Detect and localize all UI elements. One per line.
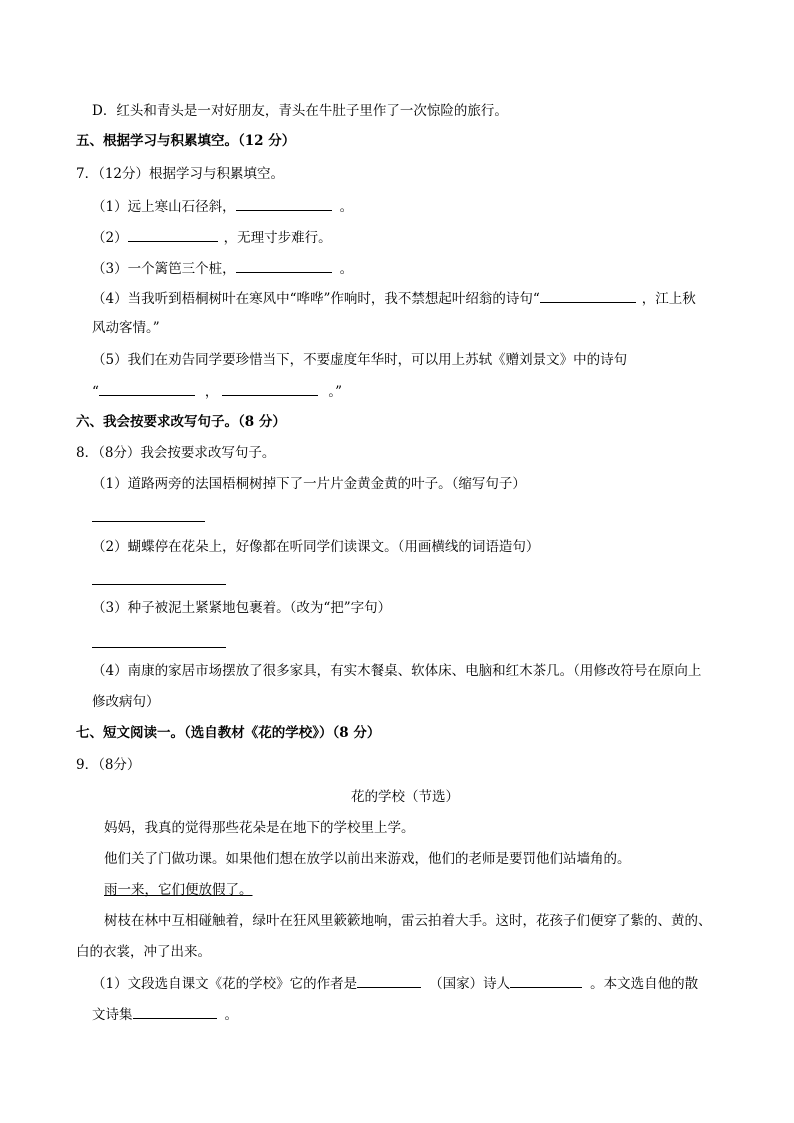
comma: ， [204,384,219,400]
question-8-stem: 8．（8分）我会按要求改写句子。 [76,445,276,461]
close-quote: 。” [328,384,343,400]
passage-title: 花的学校（节选） [351,789,459,805]
q7-item-3-end: 。 [339,261,354,277]
answer-blank[interactable] [222,381,318,396]
answer-line[interactable] [92,584,226,585]
q8-item-3: （3）种子被泥土紧紧地包裹着。（改为“把”字句） [92,600,392,616]
section-7-title: 七、短文阅读一。（选自教材《花的学校》）（8 分） [76,725,381,741]
answer-blank[interactable] [99,381,195,396]
answer-line[interactable] [92,647,226,648]
q7-item-4-cont: ，江上秋 [641,291,696,307]
q7-item-2 [92,227,332,248]
passage-paragraph-3: 雨一来，它们便放假了。 [104,882,253,898]
answer-blank[interactable] [540,288,636,303]
answer-blank-country[interactable] [510,973,582,988]
answer-blank-author[interactable] [357,973,421,988]
question-9-stem: 9．（8分） [76,757,141,773]
q9-item-1-cont: 。本文选自他的散 [590,976,699,992]
q7-item-1-end: 。 [339,199,354,215]
answer-blank[interactable] [128,227,218,242]
q8-item-4-line2: 修改病句） [92,694,160,710]
q9-item-1-text: （1）文段选自课文《花的学校》它的作者是 [92,976,358,992]
open-quote: “ [92,384,99,400]
passage-paragraph-4: 树枝在林中互相碰触着，绿叶在狂风里簌簌地响，雷云拍着大手。这时，花孩子们便穿了紫的、黄的、 [104,913,712,929]
passage-paragraph-4-line2: 白的衣裳，冲了出来。 [76,944,211,960]
q7-item-1-text: （1）远上寒山石径斜， [92,199,236,215]
q7-item-5: （5）我们在劝告同学要珍惜当下，不要虚度年华时，可以用上苏轼《赠刘景文》中的诗句 [92,352,628,368]
option-d: D．红头和青头是一对好朋友，青头在牛肚子里作了一次惊险的旅行。 [92,103,508,119]
q7-item-5-line2 [92,381,342,402]
passage-paragraph-2: 他们关了门做功课。如果他们想在放学以前出来游戏，他们的老师是要罚他们站墙角的。 [104,851,631,867]
q7-item-3 [92,258,353,279]
q7-item-4-text: （4）当我听到梧桐树叶在寒风中“哗哗”作响时，我不禁想起叶绍翁的诗句“ [92,291,540,307]
answer-blank[interactable] [236,196,332,211]
answer-line[interactable] [92,521,205,522]
passage-paragraph-1: 妈妈，我真的觉得那些花朵是在地下的学校里上学。 [104,820,415,836]
q9-item-1-country: （国家）诗人 [429,976,511,992]
question-7-stem: 7．（12分）根据学习与积累填空。 [76,166,285,182]
q7-item-4-line2: 风动客情。” [92,320,160,336]
q8-item-2: （2）蝴蝶停在花朵上，好像都在听同学们读课文。（用画横线的词语造句） [92,539,540,555]
q9-item-1-collection: 文诗集 [92,1007,133,1023]
q8-item-4: （4）南康的家居市场摆放了很多家具，有实木餐桌、软体床、电脑和红木茶几。（用修改符号在原向上 [92,663,702,679]
q7-item-2-text: （2） [92,230,128,246]
section-5-title: 五、根据学习与积累填空。（12 分） [76,133,296,149]
q7-item-3-text: （3）一个篱笆三个桩， [92,261,236,277]
q9-item-1-end: 。 [224,1007,238,1023]
answer-blank-collection[interactable] [133,1004,217,1019]
q9-item-1 [92,973,698,994]
q9-item-1-line2 [92,1004,238,1025]
q8-item-1: （1）道路两旁的法国梧桐树掉下了一片片金黄金黄的叶子。（缩写句子） [92,476,526,492]
q7-item-4 [92,288,696,309]
section-6-title: 六、我会按要求改写句子。（8 分） [76,414,286,430]
answer-blank[interactable] [236,258,332,273]
q7-item-1 [92,196,353,217]
q7-item-2-end: ，无理寸步难行。 [223,230,332,246]
